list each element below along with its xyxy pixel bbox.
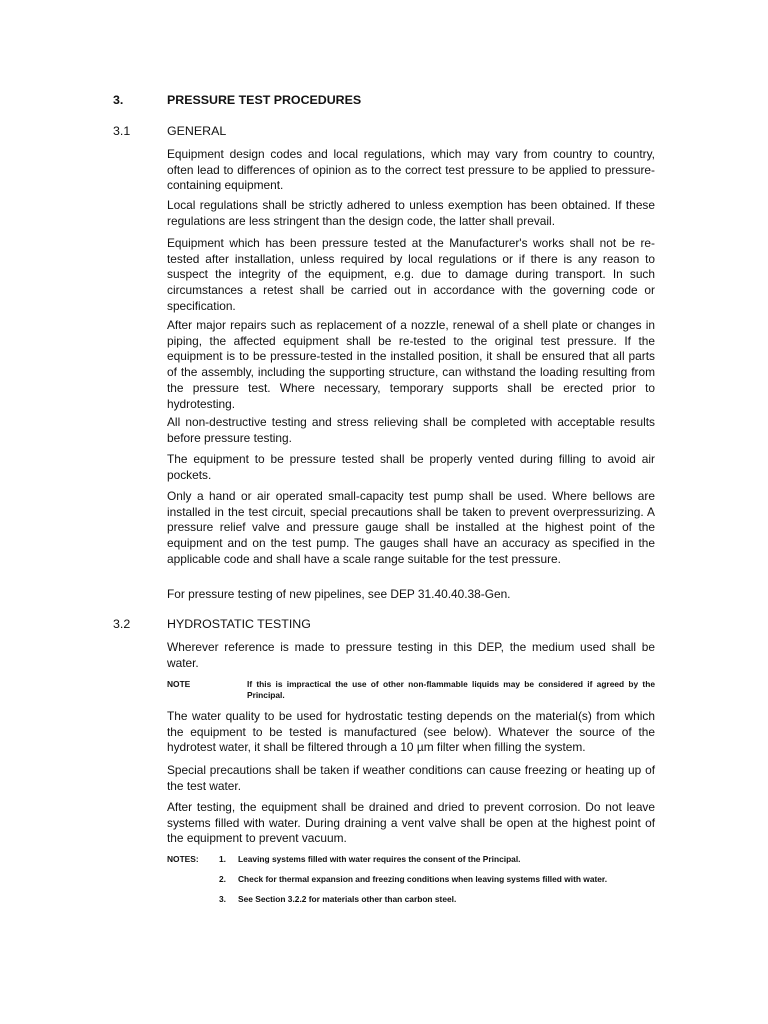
paragraph: After major repairs such as replacement of a nozzle, renewal of a shell plate or changes in piping, the affected equipment shall be re-tested to the original test pressure. If the equipment is to be pressure-tested in the installed position, it shall be ensured that all parts of the assembly, including the supporting structure, can withstand the loading resulting from the pressure test. Where necessary, temporary supports shall be erected prior to hydrotesting. bbox=[167, 318, 655, 411]
paragraph: The equipment to be pressure tested shall be properly vented during filling to avoid air pockets. bbox=[167, 452, 655, 482]
paragraph: Local regulations shall be strictly adhered to unless exemption has been obtained. If these regulations are less stringent than the design code, the latter shall prevail. bbox=[167, 198, 655, 228]
notes-text: See Section 3.2.2 for materials other than carbon steel. bbox=[238, 894, 457, 904]
subsection-title: GENERAL bbox=[167, 124, 227, 138]
notes-text: Check for thermal expansion and freezing conditions when leaving systems filled with water. bbox=[238, 874, 608, 884]
paragraph: Only a hand or air operated small-capacity test pump shall be used. Where bellows are installed in the test circuit, special precautions shall be taken to prevent overpressurizing. A pressure relief valve and pressure gauge shall be installed at the highest point of the equipment and on the test pump. The gauges shall have an accuracy as specified in the applicable code and shall have a scale range suitable for the test pressure. bbox=[167, 489, 655, 566]
notes-number: 2. bbox=[219, 874, 226, 884]
subsection-number: 3.2 bbox=[113, 617, 131, 631]
section-number: 3. bbox=[113, 93, 124, 107]
paragraph: For pressure testing of new pipelines, see DEP 31.40.40.38-Gen. bbox=[167, 587, 511, 601]
notes-number: 3. bbox=[219, 894, 226, 904]
notes-number: 1. bbox=[219, 854, 226, 864]
paragraph: After testing, the equipment shall be drained and dried to prevent corrosion. Do not leave systems filled with water. During draining a vent valve shall be open at the highest point of the equipment to prevent vacuum. bbox=[167, 800, 655, 846]
section-title: PRESSURE TEST PROCEDURES bbox=[167, 93, 362, 107]
paragraph: All non-destructive testing and stress relieving shall be completed with acceptable results before pressure testing. bbox=[167, 415, 655, 445]
subsection-number: 3.1 bbox=[113, 124, 131, 138]
paragraph: Wherever reference is made to pressure testing in this DEP, the medium used shall be water. bbox=[167, 640, 655, 670]
paragraph: Special precautions shall be taken if weather conditions can cause freezing or heating up of the test water. bbox=[167, 763, 655, 793]
note-label: NOTE bbox=[167, 679, 191, 689]
paragraph: The water quality to be used for hydrostatic testing depends on the material(s) from which the equipment to be tested is manufactured (see below). Whatever the source of the hydrotest water, it shall be filtered through a 10 µm filter when filling the system. bbox=[167, 709, 655, 755]
notes-text: Leaving systems filled with water requires the consent of the Principal. bbox=[238, 854, 521, 864]
subsection-title: HYDROSTATIC TESTING bbox=[167, 617, 311, 631]
note-text: If this is impractical the use of other non-flammable liquids may be considered if agreed by the Principal. bbox=[247, 679, 655, 700]
notes-label: NOTES: bbox=[167, 854, 199, 864]
paragraph: Equipment design codes and local regulations, which may vary from country to country, often lead to differences of opinion as to the correct test pressure to be applied to pressure-containing equipment. bbox=[167, 147, 655, 193]
paragraph: Equipment which has been pressure tested at the Manufacturer's works shall not be re-tested after installation, unless required by local regulations or if there is any reason to suspect the integrity of the equipment, e.g. due to damage during transport. In such circumstances a retest shall be carried out in accordance with the governing code or specification. bbox=[167, 236, 655, 313]
